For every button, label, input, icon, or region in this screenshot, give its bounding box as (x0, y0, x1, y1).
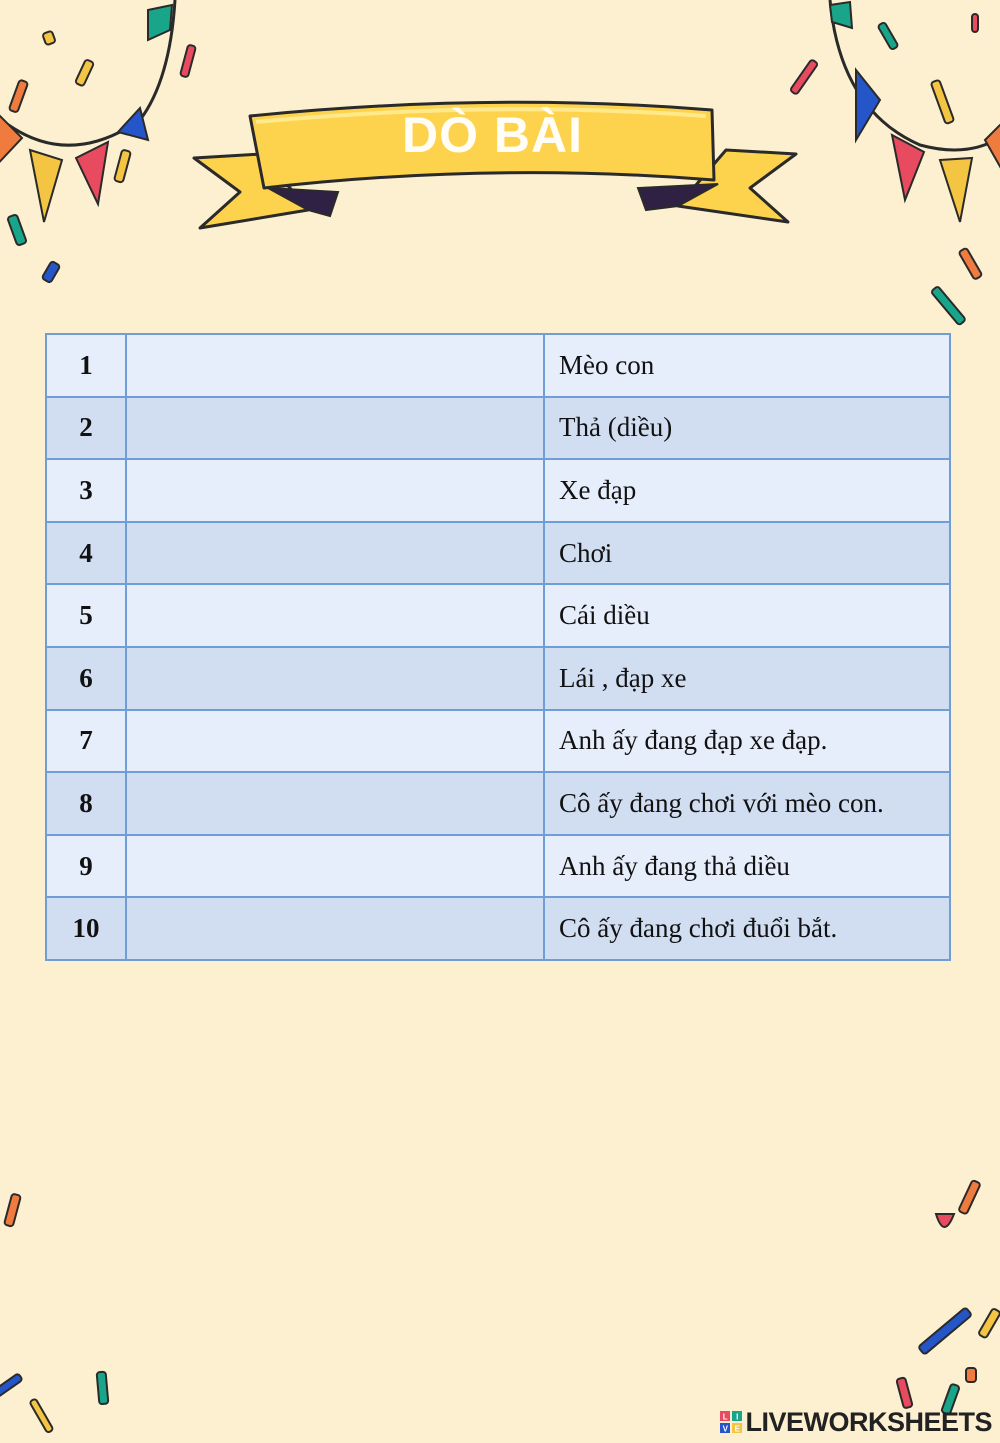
row-number: 10 (46, 897, 126, 960)
answer-input[interactable] (127, 898, 543, 959)
table-row (46, 835, 950, 898)
answer-cell[interactable] (126, 522, 544, 585)
answer-input[interactable] (127, 460, 543, 521)
answer-cell[interactable] (126, 459, 544, 522)
word-cell: Lái , đạp xe (544, 647, 950, 710)
table-row (46, 459, 950, 522)
answer-input[interactable] (127, 523, 543, 584)
liveworksheets-logo-icon (720, 1411, 742, 1433)
table-row (46, 772, 950, 835)
table-row (46, 397, 950, 460)
answer-input[interactable] (127, 648, 543, 709)
table-row (46, 710, 950, 773)
answer-cell[interactable] (126, 397, 544, 460)
word-cell: Anh ấy đang đạp xe đạp. (544, 710, 950, 773)
word-cell: Mèo con (544, 334, 950, 397)
table-row (46, 334, 950, 397)
word-cell: Cô ấy đang chơi đuổi bắt. (544, 897, 950, 960)
logo-letter: I (736, 1412, 739, 1422)
logo-letter: E (735, 1424, 740, 1433)
answer-input[interactable] (127, 836, 543, 897)
answer-cell[interactable] (126, 584, 544, 647)
row-number: 4 (46, 522, 126, 585)
answer-cell[interactable] (126, 710, 544, 773)
word-cell: Thả (diều) (544, 397, 950, 460)
answer-input[interactable] (127, 398, 543, 459)
word-cell: Cái diều (544, 584, 950, 647)
answer-input[interactable] (127, 773, 543, 834)
word-cell: Xe đạp (544, 459, 950, 522)
table-row (46, 647, 950, 710)
row-number: 9 (46, 835, 126, 898)
answer-input[interactable] (127, 711, 543, 772)
row-number: 8 (46, 772, 126, 835)
word-cell: Chơi (544, 522, 950, 585)
answer-input[interactable] (127, 585, 543, 646)
answer-cell[interactable] (126, 835, 544, 898)
row-number: 2 (46, 397, 126, 460)
vocabulary-table (45, 333, 951, 961)
brand-name: LIVEWORKSHEETS (745, 1406, 992, 1437)
answer-cell[interactable] (126, 772, 544, 835)
logo-letter: L (723, 1412, 728, 1422)
row-number: 6 (46, 647, 126, 710)
table-row (46, 897, 950, 960)
logo-letter: V (723, 1424, 728, 1433)
word-cell: Anh ấy đang thả diều (544, 835, 950, 898)
row-number: 3 (46, 459, 126, 522)
answer-cell[interactable] (126, 647, 544, 710)
answer-cell[interactable] (126, 897, 544, 960)
row-number: 1 (46, 334, 126, 397)
word-cell: Cô ấy đang chơi với mèo con. (544, 772, 950, 835)
answer-cell[interactable] (126, 334, 544, 397)
row-number: 7 (46, 710, 126, 773)
liveworksheets-brand (720, 1404, 992, 1440)
row-number: 5 (46, 584, 126, 647)
page-title: DÒ BÀI (402, 107, 583, 163)
table-row (46, 522, 950, 585)
answer-input[interactable] (127, 335, 543, 396)
table-row (46, 584, 950, 647)
